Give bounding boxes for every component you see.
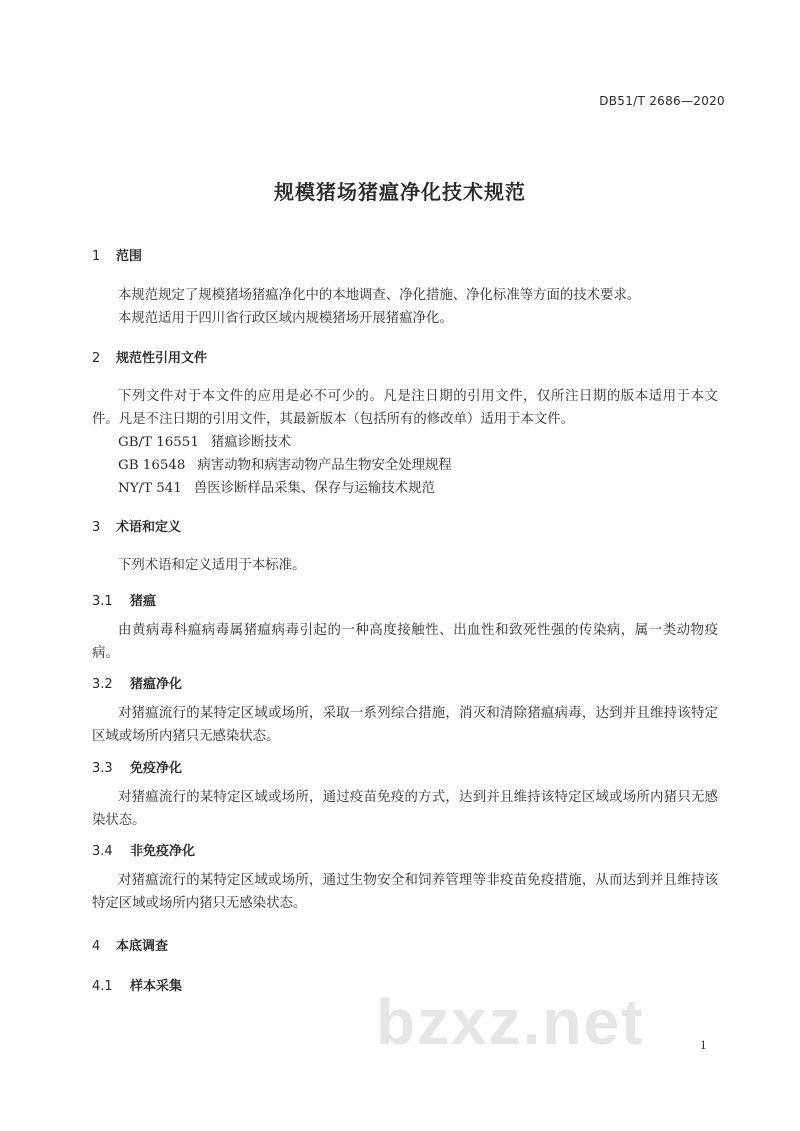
page-number: 1 bbox=[700, 1037, 707, 1052]
reference-item bbox=[118, 454, 452, 477]
reference-name: 兽医诊断样品采集、保存与运输技术规范 bbox=[193, 481, 435, 496]
term-heading bbox=[92, 757, 182, 776]
reference-name: 猪瘟诊断技术 bbox=[210, 435, 292, 450]
paragraph: 下列术语和定义适用于本标准。 bbox=[118, 558, 306, 573]
term-definition: 由黄病毒科瘟病毒属猪瘟病毒引起的一种高度接触性、出血性和致死性强的传染病，属一类动物疫病。 bbox=[92, 623, 718, 661]
section-number: 2 bbox=[92, 351, 101, 366]
subsection-number: 4.1 bbox=[92, 979, 113, 994]
document-code: DB51/T 2686—2020 bbox=[599, 94, 725, 108]
term-title: 猪瘟 bbox=[130, 594, 157, 609]
term-definition: 对猪瘟流行的某特定区域或场所，通过疫苗免疫的方式，达到并且维持该特定区域或场所内猪只无感染状态。 bbox=[92, 790, 718, 828]
section-3-heading bbox=[92, 516, 181, 535]
section-title: 范围 bbox=[116, 249, 143, 264]
term-heading bbox=[92, 840, 195, 859]
section-title: 术语和定义 bbox=[116, 520, 182, 535]
term-number: 3.2 bbox=[92, 677, 113, 692]
section-2-heading bbox=[92, 347, 207, 366]
term-definition: 对猪瘟流行的某特定区域或场所，采取一系列综合措施，消灭和清除猪瘟病毒，达到并且维持该特定区域或场所内猪只无感染状态。 bbox=[92, 706, 718, 744]
paragraph: 下列文件对于本文件的应用是必不可少的。凡是注日期的引用文件，仅所注日期的版本适用于本文件。凡是不注日期的引用文件，其最新版本（包括所有的修改单）适用于本文件。 bbox=[92, 389, 718, 427]
term-title: 非免疫净化 bbox=[130, 844, 196, 859]
section-number: 4 bbox=[92, 939, 101, 954]
section-4-heading bbox=[92, 935, 168, 954]
section-title: 规范性引用文件 bbox=[116, 351, 208, 366]
paragraph: 本规范规定了规模猪场猪瘟净化中的本地调查、净化措施、净化标准等方面的技术要求。 bbox=[118, 288, 641, 303]
term-number: 3.1 bbox=[92, 594, 113, 609]
reference-code: GB 16548 bbox=[118, 458, 186, 473]
section-title: 本底调查 bbox=[116, 939, 169, 954]
reference-item bbox=[118, 431, 291, 454]
term-definition: 对猪瘟流行的某特定区域或场所，通过生物安全和饲养管理等非疫苗免疫措施，从而达到并且维持该特定区域或场所内猪只无感染状态。 bbox=[92, 873, 718, 911]
watermark: bzxz.net bbox=[376, 986, 645, 1058]
subsection-title: 样本采集 bbox=[130, 979, 183, 994]
section-number: 1 bbox=[92, 249, 101, 264]
section-number: 3 bbox=[92, 520, 101, 535]
term-number: 3.4 bbox=[92, 844, 113, 859]
term-heading bbox=[92, 673, 182, 692]
reference-code: NY/T 541 bbox=[118, 481, 182, 496]
reference-code: GB/T 16551 bbox=[118, 435, 199, 450]
document-title: 规模猪场猪瘟净化技术规范 bbox=[274, 180, 526, 204]
reference-name: 病害动物和病害动物产品生物安全处理规程 bbox=[197, 458, 452, 473]
term-heading bbox=[92, 590, 156, 609]
paragraph: 本规范适用于四川省行政区域内规模猪场开展猪瘟净化。 bbox=[118, 311, 453, 326]
reference-item bbox=[118, 477, 435, 500]
term-title: 猪瘟净化 bbox=[130, 677, 183, 692]
term-number: 3.3 bbox=[92, 761, 113, 776]
term-title: 免疫净化 bbox=[130, 761, 183, 776]
subsection-heading bbox=[92, 975, 182, 994]
section-1-heading bbox=[92, 245, 142, 264]
